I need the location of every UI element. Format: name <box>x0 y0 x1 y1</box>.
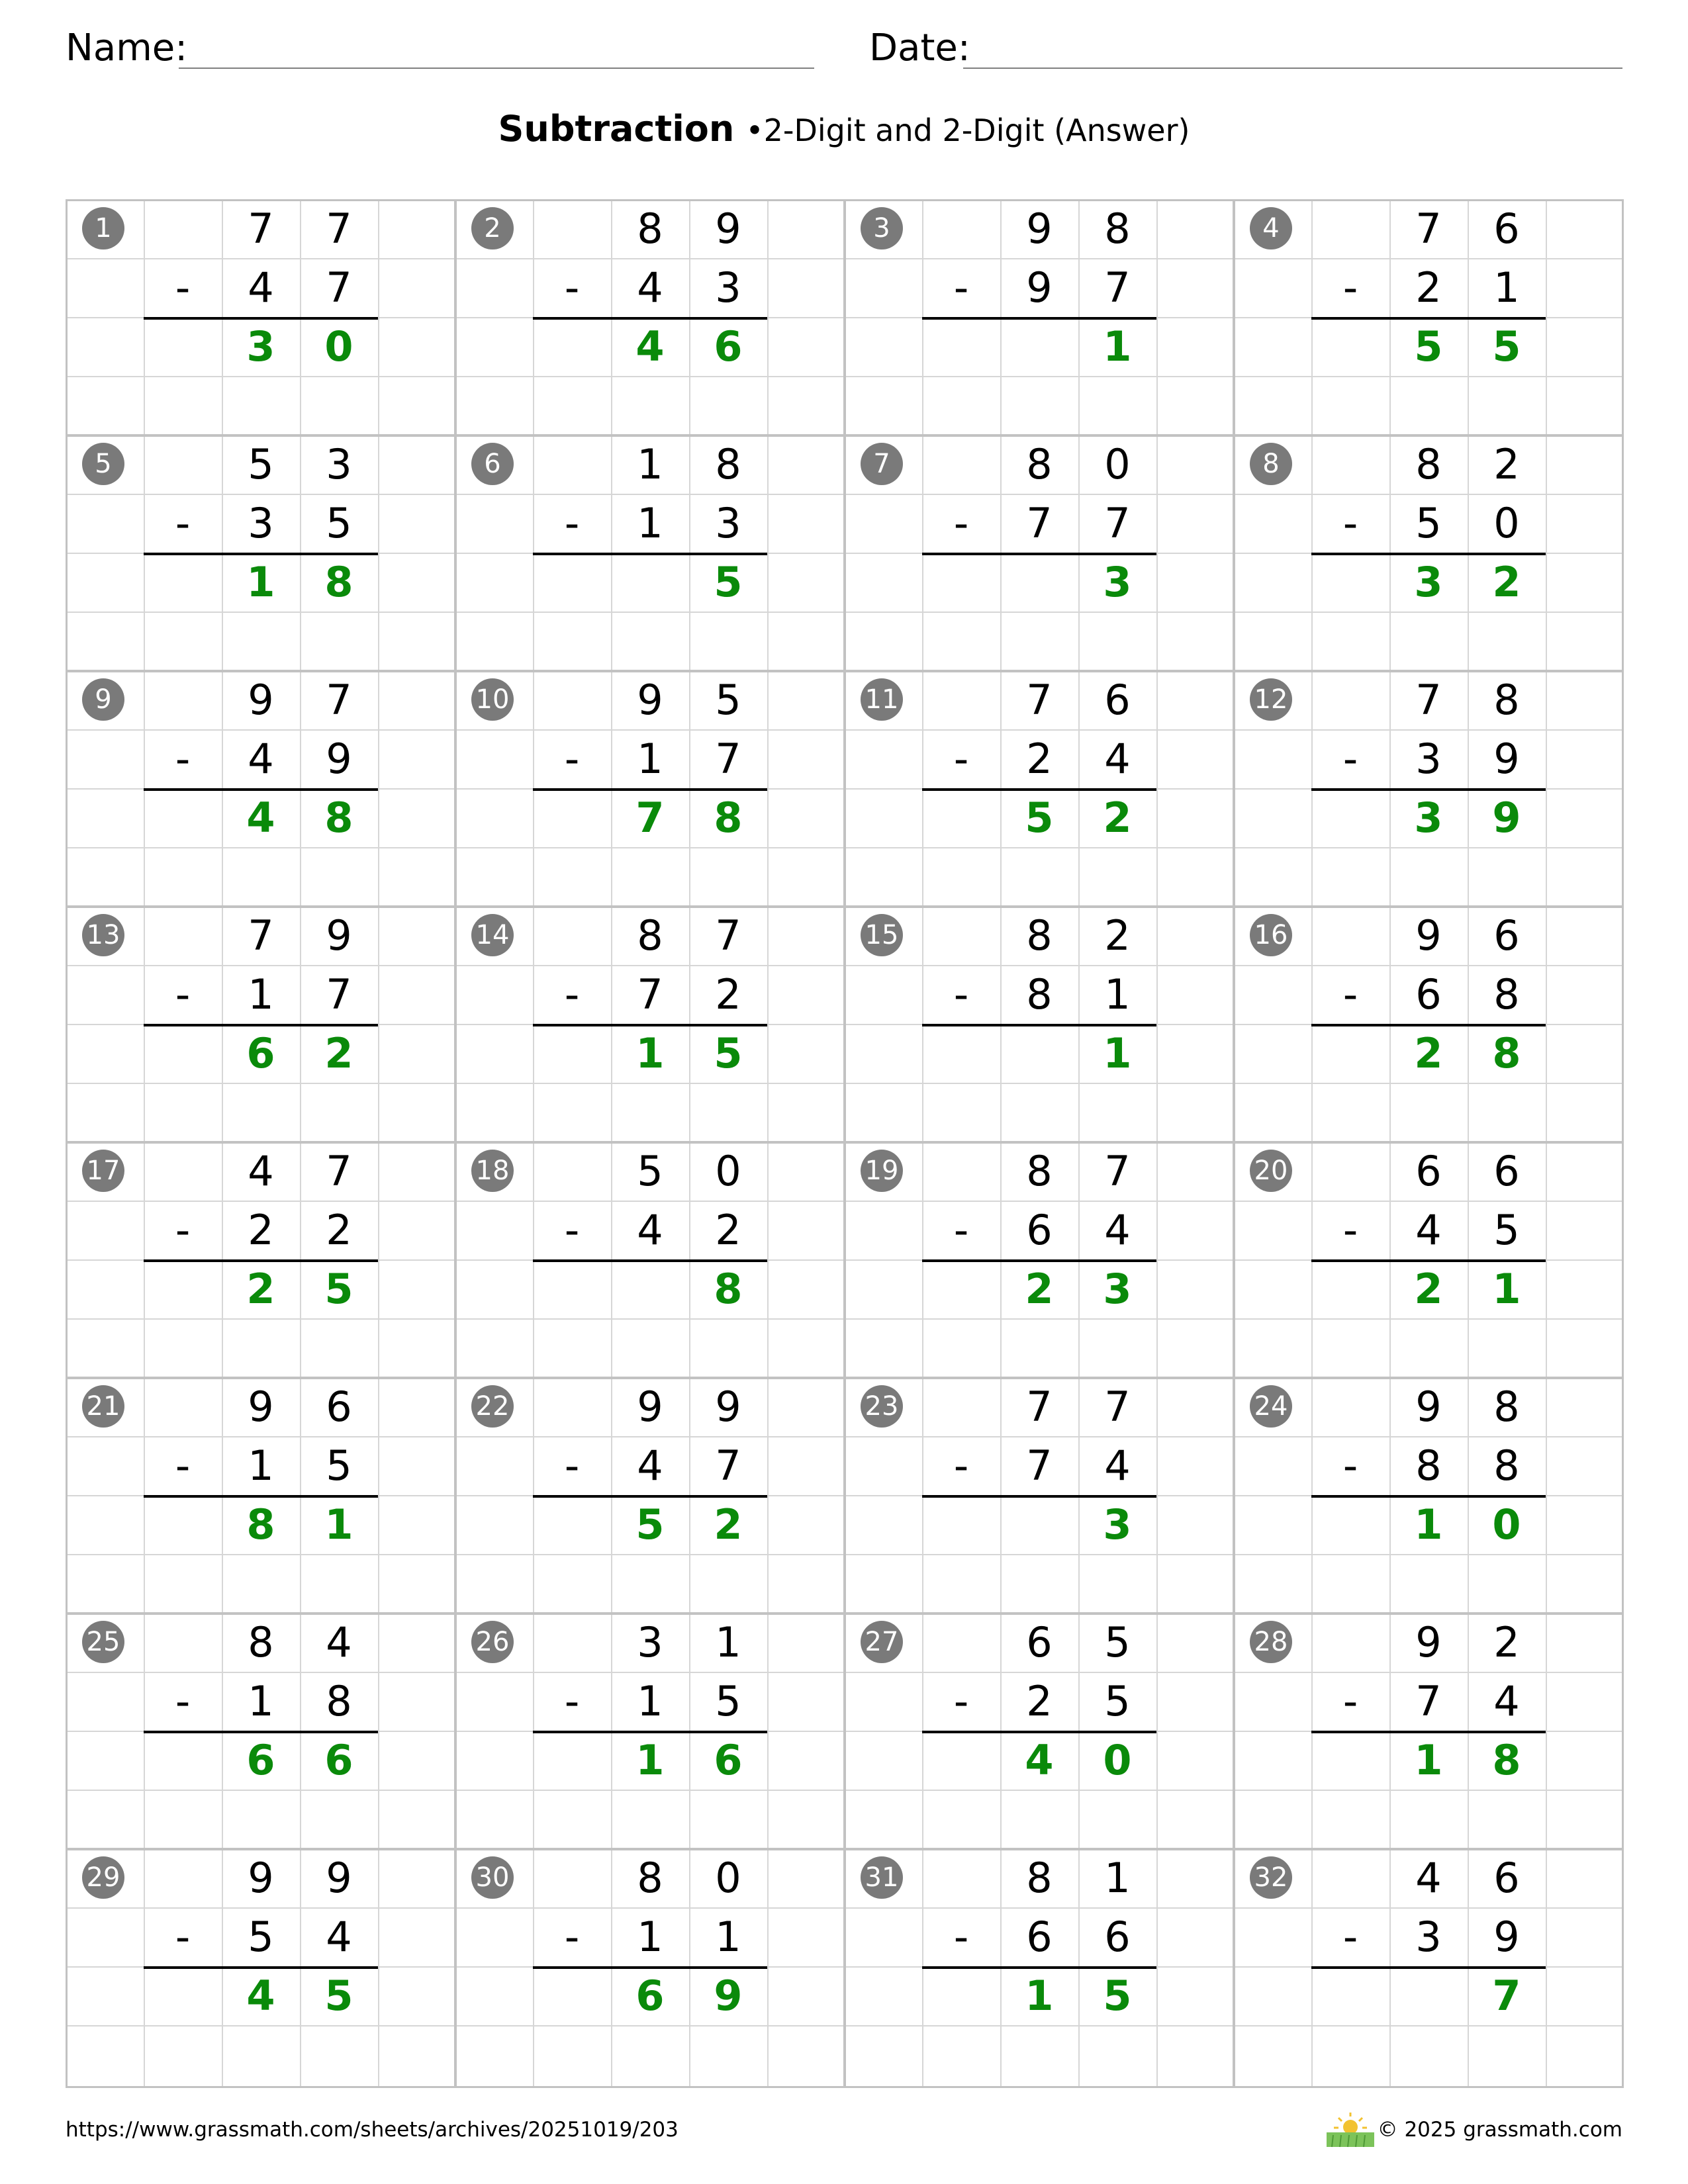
title-separator: • <box>745 113 764 148</box>
answer-ones: 8 <box>324 794 353 842</box>
minuend-tens: 7 <box>1026 676 1053 724</box>
problem-26 <box>455 1613 844 1848</box>
answer-tens: 1 <box>246 558 275 606</box>
worksheet-grid <box>66 199 1622 2087</box>
problem-number-badge: 18 <box>471 1150 514 1192</box>
minuend-tens: 8 <box>637 1854 663 1902</box>
title-main: Subtraction <box>498 108 735 150</box>
answer-ones: 1 <box>324 1500 353 1549</box>
subtrahend-tens: 8 <box>1026 970 1053 1019</box>
minuend-tens: 9 <box>637 1383 663 1431</box>
minuend-ones: 9 <box>715 1383 741 1431</box>
subtrahend-tens: 4 <box>1415 1206 1442 1254</box>
answer-tens: 5 <box>635 1500 665 1549</box>
problem-10 <box>455 670 844 906</box>
answer-ones: 3 <box>1103 1500 1132 1549</box>
minuend-ones: 3 <box>326 440 352 488</box>
minuend-ones: 5 <box>715 676 741 724</box>
answer-tens: 4 <box>635 322 665 371</box>
answer-tens: 1 <box>1414 1500 1443 1549</box>
problem-8 <box>1233 435 1622 670</box>
minuend-ones: 7 <box>326 676 352 724</box>
problem-19 <box>844 1142 1233 1377</box>
subtrahend-ones: 4 <box>1104 1206 1131 1254</box>
answer-ones: 2 <box>1492 558 1521 606</box>
problem-number-badge: 15 <box>861 914 903 956</box>
minus-sign: - <box>564 1913 580 1961</box>
answer-ones: 7 <box>1492 1972 1521 2020</box>
minus-sign: - <box>953 1441 969 1490</box>
minuend-ones: 1 <box>715 1618 741 1666</box>
minuend-ones: 8 <box>715 440 741 488</box>
subtrahend-ones: 5 <box>326 499 352 547</box>
problem-2 <box>455 199 844 435</box>
minuend-ones: 7 <box>1104 1383 1131 1431</box>
problem-32 <box>1233 1848 1622 2084</box>
minuend-tens: 9 <box>248 1383 274 1431</box>
problem-20 <box>1233 1142 1622 1377</box>
answer-ones: 1 <box>1103 322 1132 371</box>
minuend-tens: 7 <box>1415 205 1442 253</box>
minus-sign: - <box>564 263 580 312</box>
problem-7 <box>844 435 1233 670</box>
subtrahend-ones: 4 <box>1104 1441 1131 1490</box>
answer-ones: 5 <box>1103 1972 1132 2020</box>
minuend-tens: 9 <box>1415 1383 1442 1431</box>
subtrahend-tens: 1 <box>637 1913 663 1961</box>
subtrahend-ones: 7 <box>715 1441 741 1490</box>
answer-ones: 8 <box>1492 1029 1521 1077</box>
answer-tens: 3 <box>1414 794 1443 842</box>
answer-tens: 6 <box>635 1972 665 2020</box>
answer-ones: 8 <box>324 558 353 606</box>
problem-number-badge: 12 <box>1250 678 1292 721</box>
minuend-tens: 4 <box>248 1147 274 1195</box>
minus-sign: - <box>1342 263 1358 312</box>
minus-sign: - <box>564 735 580 783</box>
minuend-ones: 9 <box>715 205 741 253</box>
subtrahend-tens: 6 <box>1415 970 1442 1019</box>
minuend-ones: 1 <box>1104 1854 1131 1902</box>
sun-over-grass-icon <box>1324 2110 1377 2150</box>
answer-tens: 6 <box>246 1029 275 1077</box>
minuend-ones: 0 <box>715 1147 741 1195</box>
minuend-tens: 6 <box>1415 1147 1442 1195</box>
minus-sign: - <box>1342 970 1358 1019</box>
subtrahend-tens: 5 <box>1415 499 1442 547</box>
minuend-ones: 7 <box>715 911 741 960</box>
name-line[interactable] <box>179 68 814 69</box>
problem-number-badge: 16 <box>1250 914 1292 956</box>
problem-number-badge: 22 <box>471 1385 514 1428</box>
answer-tens: 7 <box>635 794 665 842</box>
minuend-tens: 9 <box>1026 205 1053 253</box>
problem-5 <box>66 435 455 670</box>
subtrahend-ones: 8 <box>1493 1441 1520 1490</box>
problem-number-badge: 17 <box>82 1150 124 1192</box>
subtrahend-ones: 4 <box>1104 735 1131 783</box>
problem-number-badge: 1 <box>82 207 124 250</box>
subtrahend-ones: 6 <box>1104 1913 1131 1961</box>
subtrahend-tens: 3 <box>248 499 274 547</box>
name-label: Name: <box>66 26 188 69</box>
minuend-ones: 7 <box>326 1147 352 1195</box>
problem-number-badge: 8 <box>1250 443 1292 485</box>
problem-number-badge: 3 <box>861 207 903 250</box>
minuend-tens: 9 <box>637 676 663 724</box>
subtrahend-ones: 7 <box>326 263 352 312</box>
answer-tens: 1 <box>1025 1972 1054 2020</box>
minus-sign: - <box>1342 1913 1358 1961</box>
minus-sign: - <box>953 1206 969 1254</box>
minuend-ones: 6 <box>1493 911 1520 960</box>
answer-ones: 8 <box>714 1265 743 1313</box>
minuend-tens: 9 <box>248 676 274 724</box>
subtrahend-tens: 4 <box>637 263 663 312</box>
problem-11 <box>844 670 1233 906</box>
problem-number-badge: 26 <box>471 1621 514 1663</box>
answer-tens: 5 <box>1414 322 1443 371</box>
problem-number-badge: 29 <box>82 1856 124 1899</box>
subtrahend-tens: 4 <box>637 1441 663 1490</box>
subtrahend-ones: 8 <box>1493 970 1520 1019</box>
answer-tens: 3 <box>1414 558 1443 606</box>
subtrahend-ones: 7 <box>326 970 352 1019</box>
subtrahend-ones: 1 <box>1493 263 1520 312</box>
subtrahend-ones: 4 <box>326 1913 352 1961</box>
subtrahend-ones: 3 <box>715 499 741 547</box>
minus-sign: - <box>175 1441 191 1490</box>
minuend-ones: 5 <box>1104 1618 1131 1666</box>
subtrahend-ones: 3 <box>715 263 741 312</box>
problem-18 <box>455 1142 844 1377</box>
subtrahend-tens: 1 <box>248 1441 274 1490</box>
minus-sign: - <box>953 499 969 547</box>
minuend-tens: 7 <box>1415 676 1442 724</box>
subtrahend-tens: 1 <box>248 970 274 1019</box>
minus-sign: - <box>175 735 191 783</box>
subtrahend-ones: 9 <box>326 735 352 783</box>
problem-27 <box>844 1613 1233 1848</box>
minuend-tens: 8 <box>1026 1854 1053 1902</box>
minuend-ones: 9 <box>326 1854 352 1902</box>
answer-ones: 6 <box>714 1736 743 1784</box>
minuend-ones: 6 <box>1493 205 1520 253</box>
subtrahend-ones: 9 <box>1493 1913 1520 1961</box>
problem-14 <box>455 906 844 1142</box>
problem-number-badge: 6 <box>471 443 514 485</box>
subtrahend-tens: 6 <box>1026 1206 1053 1254</box>
answer-ones: 9 <box>714 1972 743 2020</box>
problem-23 <box>844 1377 1233 1613</box>
problem-number-badge: 23 <box>861 1385 903 1428</box>
problem-30 <box>455 1848 844 2084</box>
answer-ones: 5 <box>714 558 743 606</box>
subtrahend-ones: 1 <box>1104 970 1131 1019</box>
problem-number-badge: 9 <box>82 678 124 721</box>
problem-13 <box>66 906 455 1142</box>
minuend-tens: 3 <box>637 1618 663 1666</box>
subtrahend-tens: 6 <box>1026 1913 1053 1961</box>
answer-tens: 1 <box>1414 1736 1443 1784</box>
answer-tens: 4 <box>1025 1736 1054 1784</box>
answer-tens: 1 <box>635 1029 665 1077</box>
problem-number-badge: 21 <box>82 1385 124 1428</box>
minus-sign: - <box>1342 735 1358 783</box>
problem-12 <box>1233 670 1622 906</box>
minus-sign: - <box>564 1677 580 1725</box>
subtrahend-tens: 2 <box>1415 263 1442 312</box>
subtrahend-tens: 1 <box>637 735 663 783</box>
minuend-tens: 7 <box>1026 1383 1053 1431</box>
subtrahend-tens: 4 <box>248 735 274 783</box>
minuend-tens: 8 <box>1026 1147 1053 1195</box>
minus-sign: - <box>175 1913 191 1961</box>
problem-number-badge: 25 <box>82 1621 124 1663</box>
minus-sign: - <box>953 1677 969 1725</box>
subtrahend-ones: 2 <box>326 1206 352 1254</box>
minus-sign: - <box>175 1677 191 1725</box>
problem-number-badge: 4 <box>1250 207 1292 250</box>
minuend-tens: 8 <box>637 911 663 960</box>
problem-number-badge: 7 <box>861 443 903 485</box>
problem-number-badge: 19 <box>861 1150 903 1192</box>
answer-tens: 2 <box>1025 1265 1054 1313</box>
answer-tens: 4 <box>246 794 275 842</box>
answer-ones: 2 <box>324 1029 353 1077</box>
minuend-ones: 8 <box>1493 1383 1520 1431</box>
subtrahend-ones: 5 <box>326 1441 352 1490</box>
date-line[interactable] <box>963 68 1622 69</box>
subtrahend-tens: 7 <box>1026 499 1053 547</box>
minus-sign: - <box>564 1441 580 1490</box>
minus-sign: - <box>175 1206 191 1254</box>
minuend-tens: 7 <box>248 205 274 253</box>
subtrahend-tens: 1 <box>637 1677 663 1725</box>
minuend-ones: 6 <box>1104 676 1131 724</box>
answer-ones: 8 <box>714 794 743 842</box>
minuend-tens: 4 <box>1415 1854 1442 1902</box>
minus-sign: - <box>1342 1206 1358 1254</box>
minuend-tens: 8 <box>1026 911 1053 960</box>
subtrahend-tens: 8 <box>1415 1441 1442 1490</box>
answer-ones: 6 <box>714 322 743 371</box>
problem-22 <box>455 1377 844 1613</box>
minuend-ones: 2 <box>1493 440 1520 488</box>
problem-4 <box>1233 199 1622 435</box>
minus-sign: - <box>953 1913 969 1961</box>
subtrahend-tens: 7 <box>1415 1677 1442 1725</box>
problem-number-badge: 2 <box>471 207 514 250</box>
subtrahend-tens: 7 <box>637 970 663 1019</box>
problem-1 <box>66 199 455 435</box>
answer-ones: 0 <box>324 322 353 371</box>
minus-sign: - <box>564 970 580 1019</box>
subtrahend-tens: 2 <box>1026 735 1053 783</box>
minuend-tens: 1 <box>637 440 663 488</box>
minuend-ones: 6 <box>1493 1854 1520 1902</box>
answer-ones: 5 <box>1492 322 1521 371</box>
problem-number-badge: 13 <box>82 914 124 956</box>
subtrahend-ones: 8 <box>326 1677 352 1725</box>
answer-ones: 5 <box>714 1029 743 1077</box>
minus-sign: - <box>1342 1441 1358 1490</box>
problem-number-badge: 27 <box>861 1621 903 1663</box>
minuend-tens: 6 <box>1026 1618 1053 1666</box>
problem-3 <box>844 199 1233 435</box>
answer-ones: 2 <box>1103 794 1132 842</box>
subtrahend-ones: 0 <box>1493 499 1520 547</box>
answer-tens: 2 <box>246 1265 275 1313</box>
footer-copyright: © 2025 grassmath.com <box>1377 2118 1622 2142</box>
title-subtitle: 2-Digit and 2-Digit (Answer) <box>763 113 1190 148</box>
problem-29 <box>66 1848 455 2084</box>
problem-15 <box>844 906 1233 1142</box>
problem-17 <box>66 1142 455 1377</box>
answer-tens: 3 <box>246 322 275 371</box>
minuend-tens: 8 <box>248 1618 274 1666</box>
minus-sign: - <box>953 263 969 312</box>
minuend-ones: 7 <box>1104 1147 1131 1195</box>
answer-tens: 5 <box>1025 794 1054 842</box>
problem-number-badge: 20 <box>1250 1150 1292 1192</box>
subtrahend-tens: 1 <box>248 1677 274 1725</box>
minuend-tens: 7 <box>248 911 274 960</box>
answer-ones: 9 <box>1492 794 1521 842</box>
minus-sign: - <box>953 970 969 1019</box>
minus-sign: - <box>564 1206 580 1254</box>
minus-sign: - <box>175 499 191 547</box>
minuend-tens: 8 <box>637 205 663 253</box>
minuend-tens: 8 <box>1026 440 1053 488</box>
minuend-tens: 9 <box>248 1854 274 1902</box>
subtrahend-ones: 5 <box>1104 1677 1131 1725</box>
answer-ones: 5 <box>324 1972 353 2020</box>
minuend-tens: 5 <box>248 440 274 488</box>
answer-tens: 4 <box>246 1972 275 2020</box>
minuend-ones: 9 <box>326 911 352 960</box>
subtrahend-tens: 3 <box>1415 1913 1442 1961</box>
minus-sign: - <box>175 970 191 1019</box>
problem-number-badge: 14 <box>471 914 514 956</box>
subtrahend-tens: 3 <box>1415 735 1442 783</box>
subtrahend-ones: 1 <box>715 1913 741 1961</box>
problem-number-badge: 5 <box>82 443 124 485</box>
answer-ones: 6 <box>324 1736 353 1784</box>
problem-number-badge: 30 <box>471 1856 514 1899</box>
answer-ones: 3 <box>1103 558 1132 606</box>
minus-sign: - <box>1342 1677 1358 1725</box>
minuend-ones: 0 <box>715 1854 741 1902</box>
minuend-ones: 8 <box>1493 676 1520 724</box>
subtrahend-ones: 2 <box>715 970 741 1019</box>
footer-url[interactable]: https://www.grassmath.com/sheets/archives/20251019/203 <box>66 2118 679 2142</box>
problem-16 <box>1233 906 1622 1142</box>
answer-ones: 3 <box>1103 1265 1132 1313</box>
minuend-tens: 5 <box>637 1147 663 1195</box>
answer-tens: 2 <box>1414 1265 1443 1313</box>
problem-number-badge: 32 <box>1250 1856 1292 1899</box>
subtrahend-tens: 4 <box>248 263 274 312</box>
problem-number-badge: 11 <box>861 678 903 721</box>
subtrahend-tens: 2 <box>248 1206 274 1254</box>
minuend-ones: 8 <box>1104 205 1131 253</box>
problem-25 <box>66 1613 455 1848</box>
answer-tens: 8 <box>246 1500 275 1549</box>
answer-tens: 1 <box>635 1736 665 1784</box>
minus-sign: - <box>175 263 191 312</box>
minuend-tens: 9 <box>1415 1618 1442 1666</box>
subtrahend-ones: 9 <box>1493 735 1520 783</box>
minuend-ones: 6 <box>326 1383 352 1431</box>
minuend-ones: 2 <box>1104 911 1131 960</box>
minuend-tens: 8 <box>1415 440 1442 488</box>
minuend-ones: 2 <box>1493 1618 1520 1666</box>
subtrahend-tens: 2 <box>1026 1677 1053 1725</box>
minus-sign: - <box>564 499 580 547</box>
subtrahend-tens: 1 <box>637 499 663 547</box>
subtrahend-tens: 9 <box>1026 263 1053 312</box>
subtrahend-ones: 7 <box>1104 263 1131 312</box>
problem-number-badge: 24 <box>1250 1385 1292 1428</box>
problem-28 <box>1233 1613 1622 1848</box>
minus-sign: - <box>1342 499 1358 547</box>
date-label: Date: <box>869 26 970 69</box>
problem-24 <box>1233 1377 1622 1613</box>
answer-ones: 0 <box>1492 1500 1521 1549</box>
subtrahend-ones: 7 <box>1104 499 1131 547</box>
subtrahend-ones: 2 <box>715 1206 741 1254</box>
problem-9 <box>66 670 455 906</box>
problem-31 <box>844 1848 1233 2084</box>
minuend-ones: 6 <box>1493 1147 1520 1195</box>
subtrahend-tens: 4 <box>637 1206 663 1254</box>
minuend-ones: 0 <box>1104 440 1131 488</box>
problem-6 <box>455 435 844 670</box>
answer-ones: 8 <box>1492 1736 1521 1784</box>
problem-number-badge: 31 <box>861 1856 903 1899</box>
problem-number-badge: 28 <box>1250 1621 1292 1663</box>
answer-ones: 2 <box>714 1500 743 1549</box>
answer-ones: 0 <box>1103 1736 1132 1784</box>
subtrahend-tens: 5 <box>248 1913 274 1961</box>
subtrahend-ones: 5 <box>715 1677 741 1725</box>
page-title <box>0 106 1688 154</box>
minus-sign: - <box>953 735 969 783</box>
subtrahend-ones: 5 <box>1493 1206 1520 1254</box>
minuend-ones: 4 <box>326 1618 352 1666</box>
answer-ones: 5 <box>324 1265 353 1313</box>
subtrahend-tens: 7 <box>1026 1441 1053 1490</box>
problem-number-badge: 10 <box>471 678 514 721</box>
answer-ones: 1 <box>1103 1029 1132 1077</box>
problem-21 <box>66 1377 455 1613</box>
answer-ones: 1 <box>1492 1265 1521 1313</box>
subtrahend-ones: 7 <box>715 735 741 783</box>
minuend-tens: 9 <box>1415 911 1442 960</box>
answer-tens: 6 <box>246 1736 275 1784</box>
subtrahend-ones: 4 <box>1493 1677 1520 1725</box>
answer-tens: 2 <box>1414 1029 1443 1077</box>
minuend-ones: 7 <box>326 205 352 253</box>
